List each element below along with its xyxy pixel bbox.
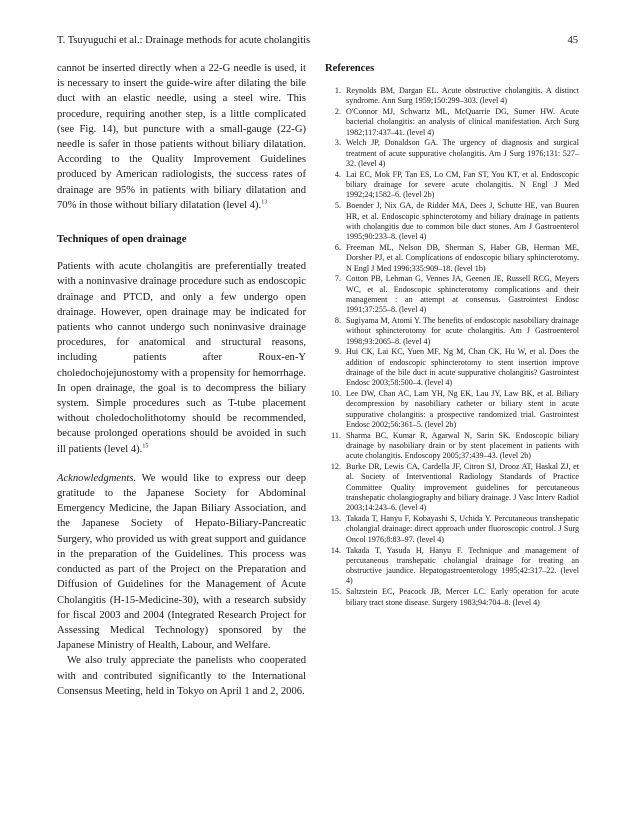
reference-number: 4. xyxy=(334,169,341,179)
left-column xyxy=(57,61,306,699)
reference-text: Cotton PB, Lehman G, Vennes JA, Geenen JE, Russell RCG, Meyers WC, et al. Endoscopic sphincterotomy complications and their management : an attempt at consensus. Gastrointest Endosc 1991;37:255–8. (level 4) xyxy=(346,274,579,315)
reference-item xyxy=(325,107,579,138)
citation-superscript: 15 xyxy=(142,443,149,450)
right-column xyxy=(325,61,579,608)
reference-text: Takada T, Yasuda H, Hanyu F. Technique and management of percutaneous transhepatic cholangial drainage for treating an obstructive jaundice. Hepatogastroenterology 1995;42:317–22. (level 4) xyxy=(346,545,579,586)
reference-text: Boender J, Nix GA, de Ridder MA, Dees J, Schutte HE, van Buuren HR, et al. Endoscopic sphincterotomy and biliary drainage in patients with cholangitis due to common bile duct stones. Am J Gastroenterol 1995;90:233–8. (level 4) xyxy=(346,201,579,242)
reference-list xyxy=(325,86,579,608)
reference-item xyxy=(325,86,579,107)
reference-number: 9. xyxy=(334,347,341,357)
reference-text: Welch JP, Donaldson GA. The urgency of diagnosis and surgical treatment of acute suppurative cholangitis. Am J Surg 1976;131: 527–32. (level 4) xyxy=(346,138,579,169)
reference-text: Lee DW, Chan AC, Lam YH, Ng EK, Lau JY, Law BK, et al. Biliary decompression by nasobiliary catheter or biliary stent in acute suppurative cholangitis: a prospective randomized trial. Gastrointest Endosc 2002;56:361–5. (level 2b) xyxy=(346,389,579,429)
reference-number: 7. xyxy=(334,274,341,284)
reference-item xyxy=(325,347,579,388)
paragraph-text: Patients with acute cholangitis are preferentially treated with a noninvasive drainage procedure such as endoscopic drainage and PTCD, and only a few undergo open drainage. However, open drainage may be indicated for patients who cannot undergo such noninvasive drainage procedures, for anatomical and structural reasons, including patients after Roux-en-Y choledochojejunostomy with a propensity for hemorrhage. In open drainage, the goal is to decompress the biliary system. Simple procedures such as T-tube placement without choledocholithotomy should be recommended, because prolonged operations should be avoided in such ill patients (level 4). xyxy=(57,261,306,455)
running-title: T. Tsuyuguchi et al.: Drainage methods for acute cholangitis xyxy=(57,35,311,46)
reference-item xyxy=(325,201,579,242)
reference-number: 3. xyxy=(334,138,341,148)
acknowledgments-paragraph xyxy=(57,471,306,653)
paragraph-text: cannot be inserted directly when a 22-G needle is used, it is necessary to insert the guide-wire after dilating the bile duct with an elastic needle, using a steel wire. This procedure, requiring another step, is a little complicated (see Fig. 14), but puncture with a small-gauge (22-G) needle is safer in those patients without biliary dilatation. According to the Quality Improvement Guidelines produced by American radiologists, the success rates of drainage are 95% in patients with biliary dilatation and 70% in those without biliary dilatation (level 4). xyxy=(57,63,306,211)
reference-number: 15. xyxy=(330,587,341,597)
reference-text: Reynolds BM, Dargan EL. Acute obstructive cholangitis. A distinct syndrome. Ann Surg 1959;150:299–303. (level 4) xyxy=(346,86,579,106)
reference-item xyxy=(325,587,579,608)
reference-number: 10. xyxy=(330,389,341,399)
acknowledgments-text: We would like to express our deep gratitude to the Japanese Society for Abdominal Emergency Medicine, the Japan Biliary Association, and the Japanese Society of Hepato-Biliary-Pancreatic Surgery, who provided us with great support and guidance in the preparation of the Guidelines. This process was conducted as part of the Project on the Preparation and Diffusion of Guidelines for the Management of Acute Cholangitis (H-15-Medicine-30), with a research subsidy for fiscal 2003 and 2004 (Integrated Research Project for Assessing Medical Technology) sponsored by the Japanese Ministry of Health, Labour, and Welfare. xyxy=(57,472,306,652)
reference-text: Sugiyama M, Atomi Y. The benefits of endoscopic nasobiliary drainage without sphincterotomy for acute cholangitis. Am J Gastroenterol 1998;93:2065–8. (level 4) xyxy=(346,316,579,346)
reference-text: Lai EC, Mok FP, Tan ES, Lo CM, Fan ST, You KT, et al. Endoscopic biliary drainage for severe acute cholangitis. N Engl J Med 1992;24;1582–6. (level 2b) xyxy=(346,169,579,200)
running-head xyxy=(57,34,578,48)
reference-number: 11. xyxy=(331,430,341,440)
citation-superscript: 13 xyxy=(261,199,268,206)
reference-number: 6. xyxy=(334,242,341,252)
reference-item xyxy=(325,170,579,201)
reference-text: Takada T, Hanyu F, Kobayashi S, Uchida Y. Percutaneous transhepatic cholangial drainage: direct approach under fluoroscopic control. J Surg Oncol 1976;8:83–97. (level 4) xyxy=(346,514,579,544)
reference-item xyxy=(325,274,579,315)
body-paragraph xyxy=(57,61,306,213)
reference-item xyxy=(325,316,579,347)
reference-number: 2. xyxy=(334,107,341,117)
reference-number: 12. xyxy=(330,462,341,472)
reference-text: Sharma BC, Kumar R, Agarwal N, Sarin SK. Endoscopic biliary drainage by nasobiliary drain or by stent placement in patients with acute cholangitis. Endoscopy 2005;37:439–43. (level 2b) xyxy=(346,430,579,461)
references-heading: References xyxy=(325,63,375,74)
reference-number: 5. xyxy=(334,201,341,211)
page-number: 45 xyxy=(567,35,578,46)
reference-number: 8. xyxy=(334,316,341,326)
reference-text: O'Connor MJ, Schwartz ML, McQuarrie DG, Sumer HW. Acute bacterial cholangitis: an analysis of clinical manifestation. Arch Surg 1982;117:437–41. (level 4) xyxy=(346,107,579,137)
reference-number: 13. xyxy=(330,514,341,524)
acknowledgments-label: Acknowledgments. xyxy=(57,472,137,484)
reference-number: 14. xyxy=(330,545,341,555)
reference-number: 1. xyxy=(334,86,341,95)
reference-text: Hui CK, Lai KC, Yuen MF, Ng M, Chan CK, Hu W, et al. Does the addition of endoscopic sphincterotomy to stent insertion improve drainage of the bile duct in acute suppurative cholangitis? Gastrointest Endosc 2003;58:500–4. (level 4) xyxy=(346,347,579,388)
reference-item xyxy=(325,462,579,513)
acknowledgments-paragraph-2: We also truly appreciate the panelists who cooperated with and contributed significantly to the International Consensus Meeting, held in Tokyo on April 1 and 2, 2006. xyxy=(57,655,306,697)
reference-item xyxy=(325,138,579,169)
body-paragraph xyxy=(57,259,306,457)
reference-text: Saltzstein EC, Peacock JB, Mercer LC. Early operation for acute biliary tract stone disease. Surgery 1983;94:704–8. (level 4) xyxy=(346,587,579,607)
reference-item xyxy=(325,514,579,545)
reference-item xyxy=(325,431,579,462)
reference-item xyxy=(325,546,579,587)
section-heading: Techniques of open drainage xyxy=(57,234,187,246)
reference-item xyxy=(325,243,579,274)
reference-text: Freeman ML, Nelson DB, Sherman S, Haber GB, Herman ME, Dorsher PJ, et al. Complications of endoscopic biliary sphincterotomy. N Engl J Med 1996;335:909–18. (level 1b) xyxy=(346,242,579,273)
reference-text: Burke DR, Lewis CA, Cardella JF, Citron SJ, Drooz AT, Haskal ZJ, et al. Society of Interventional Radiology Standards of Practice Committee Quality improvement guidelines for percutaneous transhepatic cholangiography and biliary drainage. J Vasc Interv Radiol 2003;14:243–6. (level 4) xyxy=(346,462,579,513)
reference-item xyxy=(325,389,579,430)
